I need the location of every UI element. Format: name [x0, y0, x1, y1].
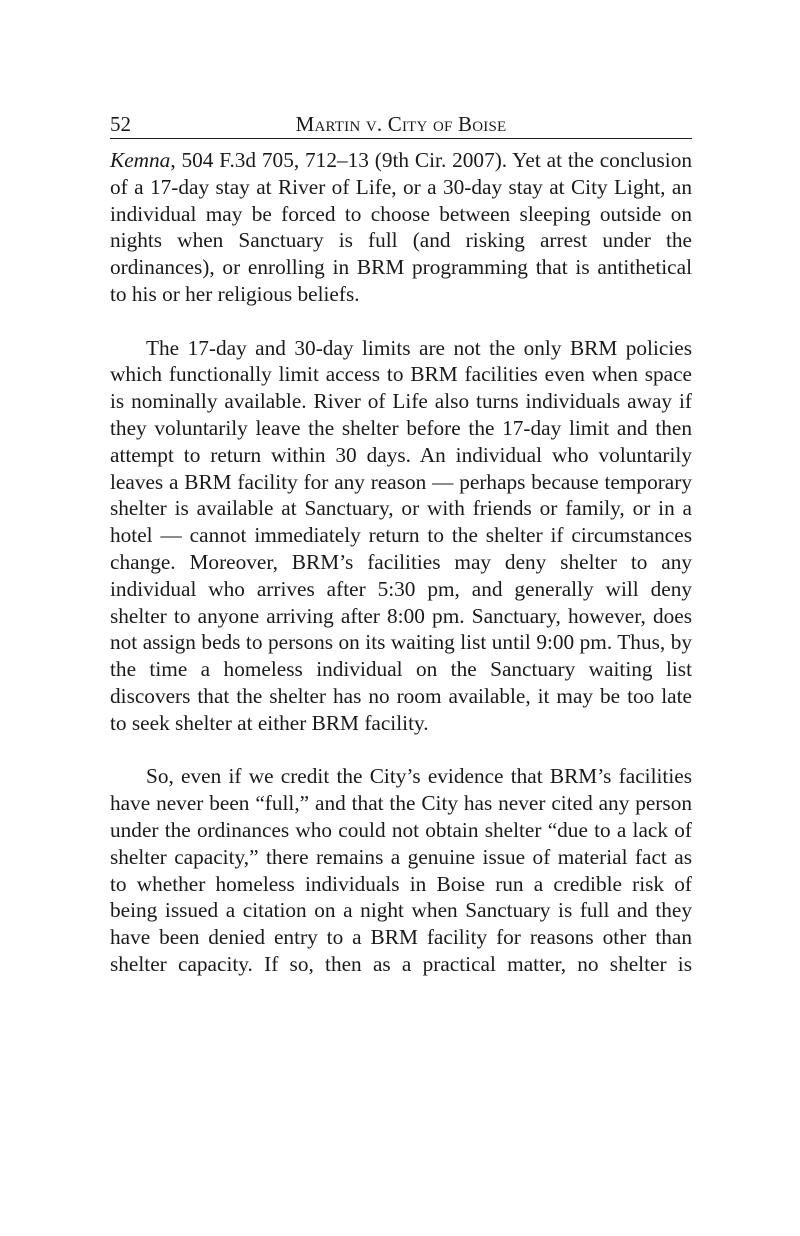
- page-number: 52: [110, 112, 131, 136]
- paragraph-1-text: , 504 F.3d 705, 712–13 (9th Cir. 2007). Yet at the conclusion of a 17-day stay at River of Life, or a 30-day stay at City Light, an individual may be forced to choose between sleeping outside on nights when Sanctuary is full (and risking arrest under the ordinances), or enrolling in BRM programming that is antithetical to his or her religious beliefs.: [110, 148, 692, 306]
- document-page: [110, 110, 692, 978]
- paragraph-1: [110, 147, 692, 308]
- paragraph-2: The 17-day and 30-day limits are not the only BRM policies which functionally limit access to BRM facilities even when space is nominally available. River of Life also turns individuals away if they voluntarily leave the shelter before the 17-day limit and then attempt to return within 30 days. An individual who voluntarily leaves a BRM facility for any reason — perhaps because temporary shelter is available at Sanctuary, or with friends or family, or in a hotel — cannot immediately return to the shelter if circumstances change. Moreover, BRM’s facilities may deny shelter to any individual who arrives after 5:30 pm, and generally will deny shelter to anyone arriving after 8:00 pm. Sanctuary, however, does not assign beds to persons on its waiting list until 9:00 pm. Thus, by the time a homeless individual on the Sanctuary waiting list discovers that the shelter has no room available, it may be too late to seek shelter at either BRM facility.: [110, 335, 692, 735]
- running-header: [110, 110, 692, 139]
- opinion-body: [110, 147, 692, 978]
- paragraph-3: So, even if we credit the City’s evidence that BRM’s facilities have never been “full,” and that the City has never cited any person under the ordinances who could not obtain shelter “due to a lack of shelter capacity,” there remains a genuine issue of material fact as to whether homeless individuals in Boise run a credible risk of being issued a citation on a night when Sanctuary is full and they have been denied entry to a BRM facility for reasons other than shelter capacity. If so, then as a practical matter, no shelter is: [110, 764, 692, 976]
- running-title: Martin v. City of Boise: [295, 112, 507, 136]
- case-name-citation: Kemna: [110, 148, 171, 172]
